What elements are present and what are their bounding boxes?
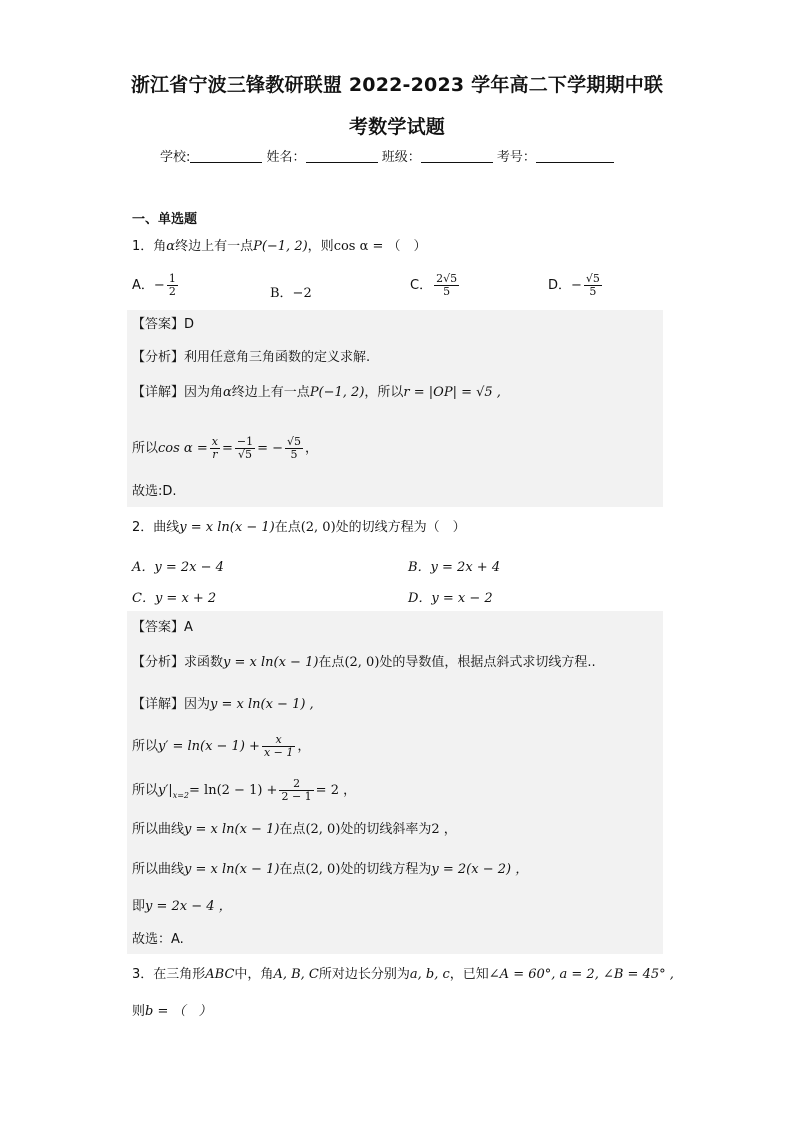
exam-title-line-2: 考数学试题 — [348, 116, 445, 138]
school-field[interactable] — [190, 150, 262, 163]
q2-detail-3: 所以$y'|_{x=2}= \ln(2 - 1)$ + $\frac{2}{2 - 1}$ = 2 ， — [132, 777, 357, 803]
q2-analysis: 【分析】求函数y = x ln(x − 1)在点(2, 0)处的导数值，根据点斜式求切线方程.. — [132, 655, 596, 670]
number-label: 考号： — [496, 150, 536, 165]
q2-answer: 【答案】A — [132, 620, 193, 635]
q1-solution-box — [127, 310, 663, 507]
class-field[interactable] — [421, 150, 493, 163]
q2-conclusion: 故选：A. — [132, 932, 184, 947]
q3-stem-line-2: 则b = （ ） — [132, 1004, 212, 1019]
q1-answer: 【答案】D — [132, 317, 195, 332]
number-field[interactable] — [536, 150, 614, 163]
q1-analysis: 【分析】利用任意角三角函数的定义求解. — [132, 350, 371, 365]
section-heading: 一、单选题 — [132, 212, 198, 227]
name-field[interactable] — [306, 150, 378, 163]
q1-option-d: D．− $\frac{√5}{5}$ — [548, 272, 600, 298]
q2-detail-5: 所以曲线y = x ln(x − 1)在点(2, 0)处的切线方程为y = 2(x − 2) ， — [132, 862, 529, 877]
q1-option-a: A．− $\frac{1}{2}$ — [132, 272, 176, 298]
q2-option-d: D．y = x − 2 — [408, 591, 493, 606]
q1-option-c: C． $\frac{2√5}{5}$ — [410, 272, 458, 298]
q2-detail-2: 所以y′ = ln(x − 1) + $\frac{x}{x - 1}$ ， — [132, 733, 311, 759]
q2-detail-4: 所以曲线y = x ln(x − 1)在点(2, 0)处的切线斜率为2 ， — [132, 822, 457, 837]
q2-option-a: A．y = 2x − 4 — [132, 560, 224, 575]
q1-option-b: B．−2 — [270, 286, 312, 301]
student-info-row — [160, 146, 614, 165]
exam-title-line-1: 浙江省宁波三锋教研联盟 2022-2023 学年高二下学期期中联 — [130, 74, 664, 96]
q2-detail-1: 【详解】因为y = x ln(x − 1) , — [132, 697, 314, 712]
q1-detail: 【详解】因为角α终边上有一点P(−1, 2)，所以r = |OP| = √5 , — [132, 385, 501, 400]
q1-stem: 1．角α终边上有一点P(−1, 2)，则cos α = （ ） — [132, 239, 427, 254]
q1-detail-calc: 所以cos α = $\frac{x}{r}$ = $\frac{-1}{√5}$ = − $\frac{√5}{5}$ ， — [132, 435, 319, 461]
name-label: 姓名： — [266, 150, 306, 165]
q1-conclusion: 故选:D. — [132, 484, 177, 499]
q2-stem: 2．曲线y = x ln(x − 1)在点(2, 0)处的切线方程为（ ） — [132, 520, 466, 535]
q2-detail-6: 即y = 2x − 4 ， — [132, 899, 232, 914]
class-label: 班级： — [381, 150, 421, 165]
school-label: 学校: — [160, 150, 191, 165]
q2-option-c: C．y = x + 2 — [132, 591, 217, 606]
q2-option-b: B．y = 2x + 4 — [408, 560, 501, 575]
q3-stem: 3．在三角形ABC中，角A, B, C所对边长分别为a, b, c，已知∠A = 60°, a = 2, ∠B = 45° , — [132, 967, 674, 982]
